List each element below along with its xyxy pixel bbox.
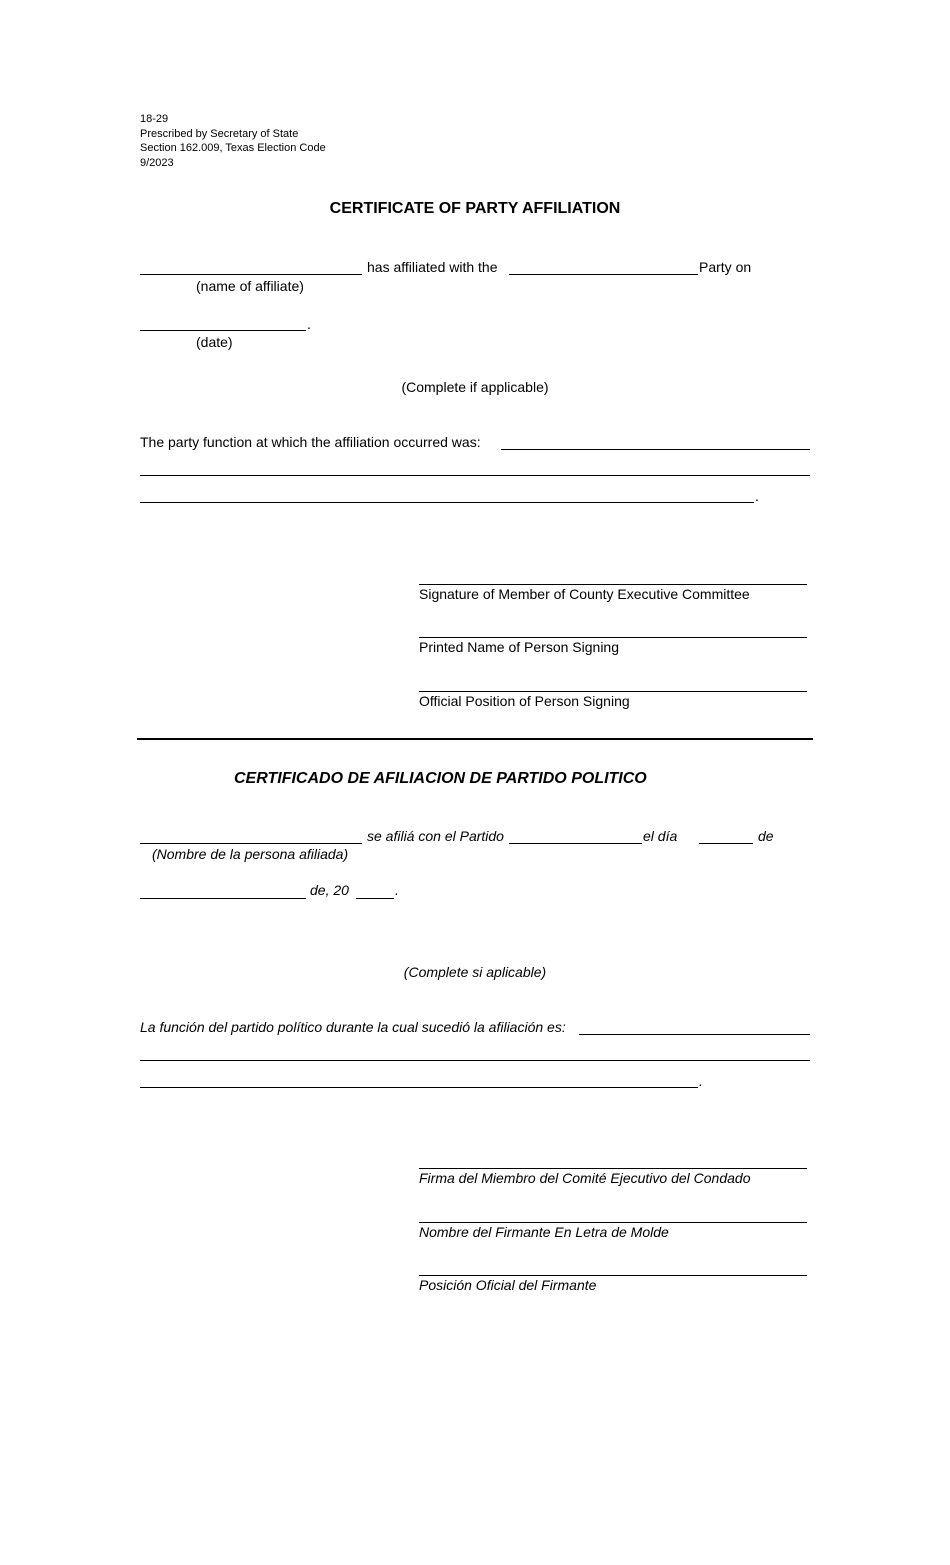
nombre-afiliado-field[interactable] [140,843,362,844]
revision-date: 9/2023 [140,157,174,169]
funcion-field-3[interactable] [140,1087,698,1088]
date-label: (date) [196,334,233,350]
year-period: . [395,882,399,898]
prescribed-by: Prescribed by Secretary of State [140,128,299,140]
year-field[interactable] [356,898,394,899]
posicion-oficial-label: Posición Oficial del Firmante [419,1277,597,1293]
firma-miembro-label: Firma del Miembro del Comité Ejecutivo del Condado [419,1170,751,1186]
funcion-field-1[interactable] [579,1034,810,1035]
spanish-title: CERTIFICADO DE AFILIACION DE PARTIDO POLITICO [234,770,647,787]
statute-reference: Section 162.009, Texas Election Code [140,142,326,154]
name-of-affiliate-label: (name of affiliate) [196,278,304,294]
funcion-field-2[interactable] [140,1060,810,1061]
mes-field[interactable] [140,898,306,899]
party-function-period: . [755,488,759,504]
nombre-firmante-field[interactable] [419,1222,807,1223]
funcion-label: La función del partido político durante la cual sucedió la afiliación es: [140,1019,566,1035]
party-name-field[interactable] [509,274,698,275]
complete-if-applicable: (Complete if applicable) [401,379,549,395]
form-number: 18-29 [140,113,169,125]
firma-miembro-field[interactable] [419,1168,807,1169]
complete-si-aplicable: (Complete si aplicable) [403,964,547,980]
nombre-label: (Nombre de la persona afiliada) [152,846,349,862]
printed-name-label: Printed Name of Person Signing [419,639,619,655]
nombre-firmante-label: Nombre del Firmante En Letra de Molde [419,1224,669,1240]
section-divider [137,738,813,740]
date-period: . [307,316,311,332]
printed-name-field[interactable] [419,637,807,638]
de-text: de [758,828,774,844]
partido-field[interactable] [509,843,642,844]
party-on-text: Party on [699,259,752,275]
committee-signature-field[interactable] [419,584,807,585]
party-function-label: The party function at which the affiliation occurred was: [140,434,481,450]
funcion-period: . [699,1073,703,1089]
de-20-text: de, 20 [310,882,349,898]
committee-signature-label: Signature of Member of County Executive Committee [419,586,750,602]
posicion-oficial-field[interactable] [419,1275,807,1276]
party-function-field-3[interactable] [140,502,754,503]
official-position-field[interactable] [419,691,807,692]
dia-field[interactable] [699,843,753,844]
official-position-label: Official Position of Person Signing [419,693,630,709]
date-field[interactable] [140,330,306,331]
party-function-field-2[interactable] [140,475,810,476]
party-function-field-1[interactable] [501,449,810,450]
page-title: CERTIFICATE OF PARTY AFFILIATION [329,200,621,217]
has-affiliated-text: has affiliated with the [367,259,498,275]
affiliate-name-field[interactable] [140,274,362,275]
se-afilio-text: se afiliá con el Partido [367,828,504,844]
el-dia-text: el día [643,828,678,844]
